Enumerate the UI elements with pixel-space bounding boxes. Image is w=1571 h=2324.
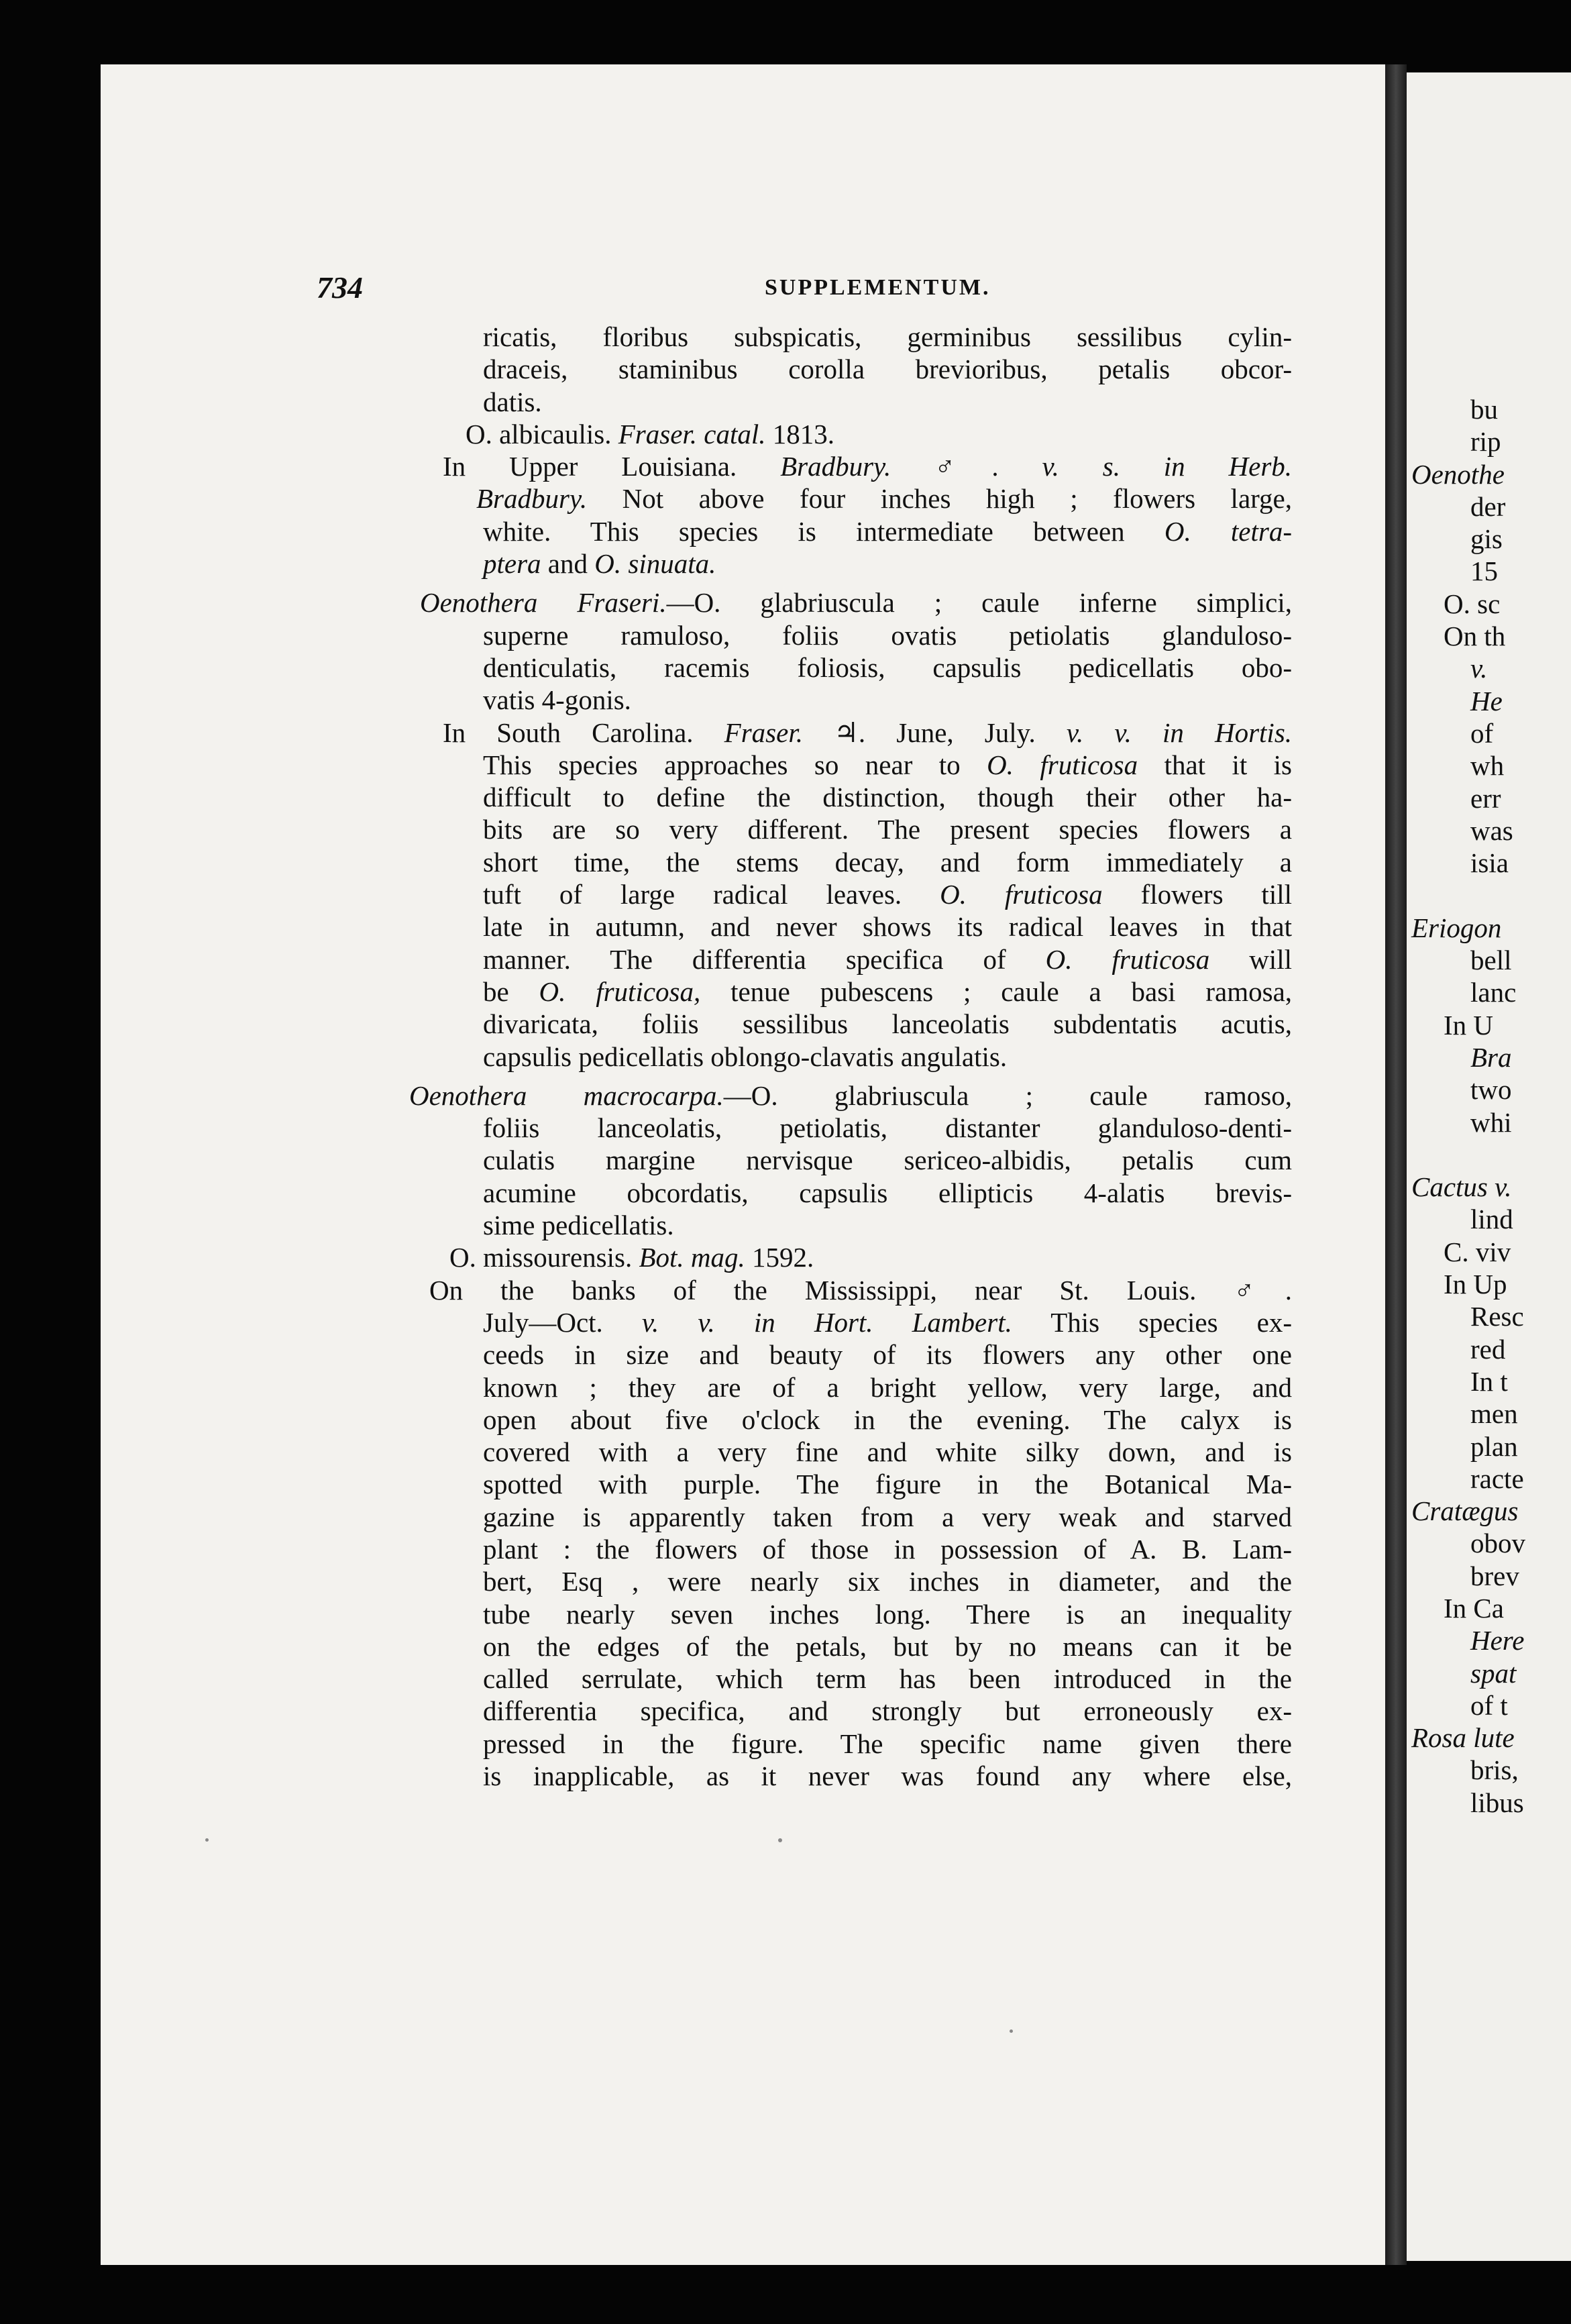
text-line: covered with a very fine and white silky down, and is <box>483 1436 1292 1468</box>
right-page <box>1407 72 1571 2261</box>
species-name: Oenothera Fraseri. <box>420 587 667 619</box>
page-body <box>409 321 1293 1792</box>
right-line: In Ca <box>1444 1592 1504 1624</box>
right-line: two <box>1470 1074 1512 1106</box>
right-line: bell <box>1470 945 1512 976</box>
right-line: lind <box>1470 1204 1513 1235</box>
text-line: On the banks of the Mississippi, near St. Louis. ♂. <box>429 1274 1293 1306</box>
species-heading: Oenothera Fraseri.—O. glabriuscula ; caule inferne simplici, <box>420 587 1292 619</box>
right-line: In t <box>1470 1365 1508 1397</box>
right-line: 15 <box>1470 556 1498 587</box>
right-line: Cratægus <box>1411 1495 1519 1527</box>
paper-speck <box>778 1838 782 1842</box>
right-line: Cactus v. <box>1411 1171 1512 1203</box>
right-line: err <box>1470 782 1501 814</box>
text-line: capsulis pedicellatis oblongo-clavatis angulatis. <box>483 1041 1008 1072</box>
right-line: brev <box>1470 1560 1519 1591</box>
right-line: Here <box>1470 1625 1525 1656</box>
text-line: ricatis, floribus subspicatis, germinibus sessilibus cylin- <box>483 321 1292 352</box>
text-line: difficult to define the distinction, though their other ha- <box>483 782 1292 813</box>
text-line: short time, the stems decay, and form immediately a <box>483 846 1292 878</box>
right-line: plan <box>1470 1430 1518 1462</box>
right-line: On th <box>1444 621 1506 652</box>
text-line: on the edges of the petals, but by no means can it be <box>483 1630 1292 1662</box>
right-line: He <box>1470 685 1503 717</box>
right-line: Oenothe <box>1411 458 1505 490</box>
right-line: O. sc <box>1444 588 1501 619</box>
text-line: denticulatis, racemis foliosis, capsulis pedicellatis obo- <box>483 651 1292 683</box>
text-line: late in autumn, and never shows its radical leaves in that <box>483 911 1292 943</box>
right-line <box>1470 879 1571 911</box>
right-line: v. <box>1470 653 1488 684</box>
text-line: In Upper Louisiana. Bradbury. ♂. v. s. in Herb. <box>443 451 1293 482</box>
text-line: sime pedicellatis. <box>483 1210 674 1241</box>
text-line: acumine obcordatis, capsulis ellipticis 4-alatis brevis- <box>483 1177 1292 1208</box>
text-line: July—Oct. v. v. in Hort. Lambert. This species ex- <box>483 1306 1292 1338</box>
species-name: Oenothera macrocarpa. <box>409 1079 724 1111</box>
text-line: gazine is apparently taken from a very weak and starved <box>483 1501 1292 1532</box>
right-line: whi <box>1470 1106 1512 1138</box>
paper-speck <box>205 1838 209 1842</box>
text-line: tube nearly seven inches long. There is an inequality <box>483 1598 1292 1630</box>
right-line: Rosa lute <box>1411 1722 1515 1754</box>
text-line: Bradbury. Not above four inches high ; flowers large, <box>476 483 1293 515</box>
right-line: wh <box>1470 750 1505 782</box>
right-line: rip <box>1470 426 1501 458</box>
text-line: bits are so very different. The present species flowers a <box>483 814 1292 845</box>
text-line: be O. fruticosa, tenue pubescens ; caule a basi ramosa, <box>483 975 1293 1007</box>
right-line: der <box>1470 490 1506 522</box>
text-line: This species approaches so near to O. fruticosa that it is <box>483 749 1292 780</box>
text-line: bert, Esq , were nearly six inches in diameter, and the <box>483 1566 1292 1597</box>
right-line: In Up <box>1444 1269 1507 1300</box>
text-line: differentia specifica, and strongly but erroneously ex- <box>483 1695 1292 1727</box>
text-line: In South Carolina. Fraser. ♃. June, July. v. v. in Hortis. <box>443 717 1293 748</box>
text-line: white. This species is intermediate between O. tetra- <box>483 515 1292 547</box>
right-page-text <box>1411 393 1571 1819</box>
right-line: In U <box>1444 1009 1494 1041</box>
running-head: SUPPLEMENTUM. <box>765 275 991 300</box>
right-line: Resc <box>1470 1301 1524 1332</box>
text-line: called serrulate, which term has been introduced in the <box>483 1663 1292 1695</box>
synonym-line: O. albicaulis. Fraser. catal. 1813. <box>466 418 835 450</box>
text-line: divaricata, foliis sessilibus lanceolatis subdentatis acutis, <box>483 1008 1292 1040</box>
right-line: red <box>1470 1333 1506 1365</box>
paper-speck <box>1010 2029 1013 2033</box>
right-line: Eriogon <box>1411 912 1502 943</box>
right-line: C. viv <box>1444 1236 1511 1267</box>
synonym-line: O. missourensis. Bot. mag. 1592. <box>449 1242 814 1273</box>
text-line: spotted with purple. The figure in the Botanical Ma- <box>483 1469 1292 1500</box>
species-heading: Oenothera macrocarpa.—O. glabriuscula ; caule ramoso, <box>409 1079 1293 1111</box>
text-line: superne ramuloso, foliis ovatis petiolatis glanduloso- <box>483 619 1292 651</box>
right-line: bu <box>1470 394 1498 425</box>
book-gutter <box>1385 64 1407 2265</box>
text-line: manner. The differentia specifica of O. fruticosa will <box>483 943 1292 975</box>
right-line: spat <box>1470 1657 1517 1689</box>
right-line <box>1470 1139 1571 1171</box>
page-header <box>317 270 1296 310</box>
right-line: lanc <box>1470 977 1517 1008</box>
text-line: ceeds in size and beauty of its flowers any other one <box>483 1339 1292 1371</box>
text-line: datis. <box>483 386 542 417</box>
text-line: foliis lanceolatis, petiolatis, distanter glanduloso-denti- <box>483 1112 1292 1144</box>
text-line: pressed in the figure. The specific name given there <box>483 1728 1292 1759</box>
right-line: bris, <box>1470 1754 1519 1786</box>
page-number: 734 <box>317 270 363 305</box>
right-line: racte <box>1470 1463 1524 1494</box>
text-line: ptera and O. sinuata. <box>483 548 716 580</box>
text-line: tuft of large radical leaves. O. fruticosa flowers till <box>483 879 1292 910</box>
text-line: vatis 4-gonis. <box>483 684 631 716</box>
right-line: men <box>1470 1398 1518 1430</box>
right-line: Bra <box>1470 1041 1512 1073</box>
right-line: of t <box>1470 1689 1508 1721</box>
right-line: of <box>1470 717 1494 749</box>
right-line: isia <box>1470 847 1509 879</box>
text-line: open about five o'clock in the evening. The calyx is <box>483 1404 1292 1435</box>
text-line: known ; they are of a bright yellow, very large, and <box>483 1371 1292 1403</box>
right-line: obov <box>1470 1528 1525 1559</box>
text-line: draceis, staminibus corolla brevioribus, petalis obcor- <box>483 354 1292 385</box>
text-line: plant : the flowers of those in possession of A. B. Lam- <box>483 1533 1292 1565</box>
text-line: is inapplicable, as it never was found any where else, <box>483 1760 1292 1792</box>
right-line: libus <box>1470 1787 1524 1818</box>
text-line: culatis margine nervisque sericeo-albidis, petalis cum <box>483 1145 1292 1176</box>
right-line: was <box>1470 814 1513 846</box>
right-line: gis <box>1470 523 1503 555</box>
